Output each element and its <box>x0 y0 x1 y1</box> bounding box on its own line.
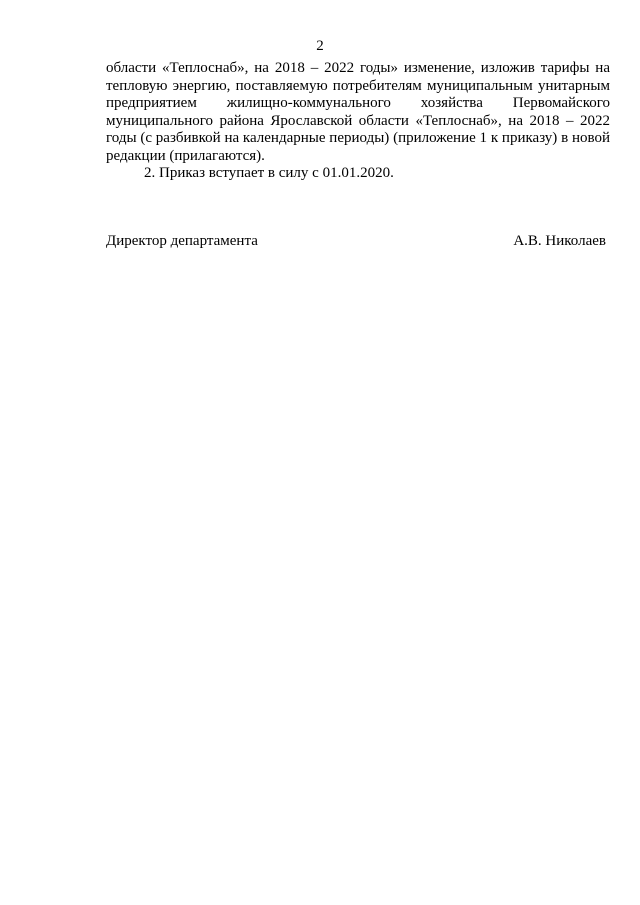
paragraph-clause-2: 2. Приказ вступает в силу с 01.01.2020. <box>144 165 394 181</box>
paragraph-continuation: области «Теплоснаб», на 2018 – 2022 годы» изменение, изложив тарифы на тепловую энергию, поставляемую потребителям муниципальным унитарным предприятием жилищно-коммунального хозяйства Первомайского муниципального района Ярославской области «Теплоснаб», на 2018 – 2022 годы (с разбивкой на календарные периоды) (приложение 1 к приказу) в новой редакции (прилагаются). <box>106 60 610 164</box>
document-body <box>106 60 610 183</box>
signatory-name: А.В. Николаев <box>513 233 606 249</box>
signature-block <box>106 233 606 250</box>
page-number: 2 <box>316 38 324 54</box>
signatory-position: Директор департамента <box>106 233 258 249</box>
